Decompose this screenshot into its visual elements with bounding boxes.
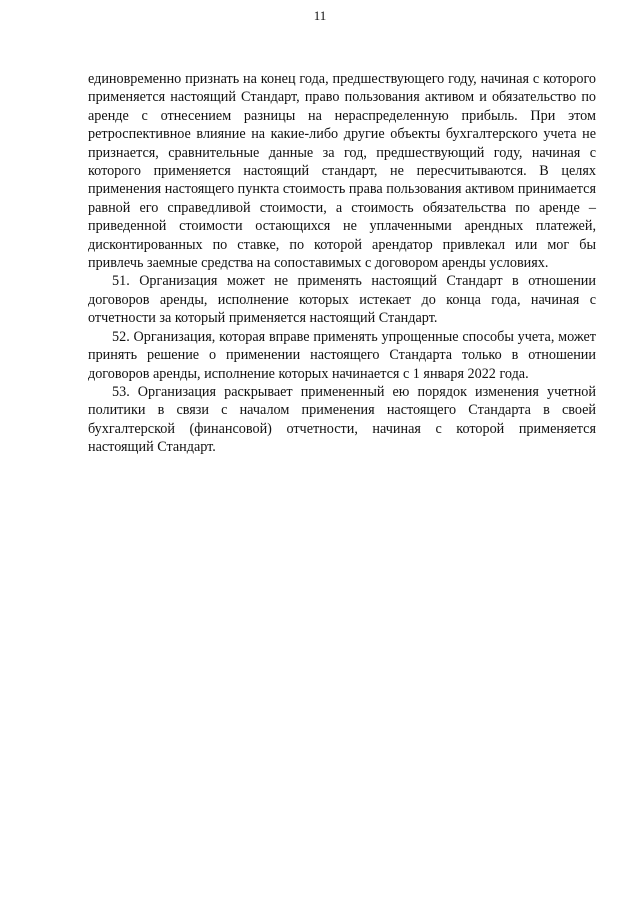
paragraph-53: 53. Организация раскрывает примененный ею порядок изменения учетной политики в связи с началом применения настоящего Стандарта в своей бухгалтерской (финансовой) отчетности, начиная с которой применяется настоящий Стандарт. — [88, 383, 596, 456]
paragraph-continuation: единовременно признать на конец года, предшествующего году, начиная с которого применяется настоящий Стандарт, право пользования активом и обязательство по аренде с отнесением разницы на нераспределенную прибыль. При этом ретроспективное влияние на какие-либо другие объекты бухгалтерского учета не признается, сравнительные данные за год, предшествующий году, начиная с которого применяется настоящий стандарт, не пересчитываются. В целях применения настоящего пункта стоимость права пользования активом принимается равной его справедливой стоимости, а стоимость обязательства по аренде – приведенной стоимости остающихся не уплаченными арендных платежей, дисконтированных по ставке, по которой арендатор привлекал или мог бы привлечь заемные средства на сопоставимых с договором аренды условиях. — [88, 71, 596, 272]
paragraph-52: 52. Организация, которая вправе применять упрощенные способы учета, может принять решение о применении настоящего Стандарта только в отношении договоров аренды, исполнение которых начинается с 1 января 2022 года. — [88, 328, 596, 382]
document-body — [88, 70, 596, 457]
paragraph-51: 51. Организация может не применять настоящий Стандарт в отношении договоров аренды, исполнение которых истекает до конца года, начиная с отчетности за который применяется настоящий Стандарт. — [88, 273, 596, 327]
page-number: 11 — [313, 8, 327, 23]
